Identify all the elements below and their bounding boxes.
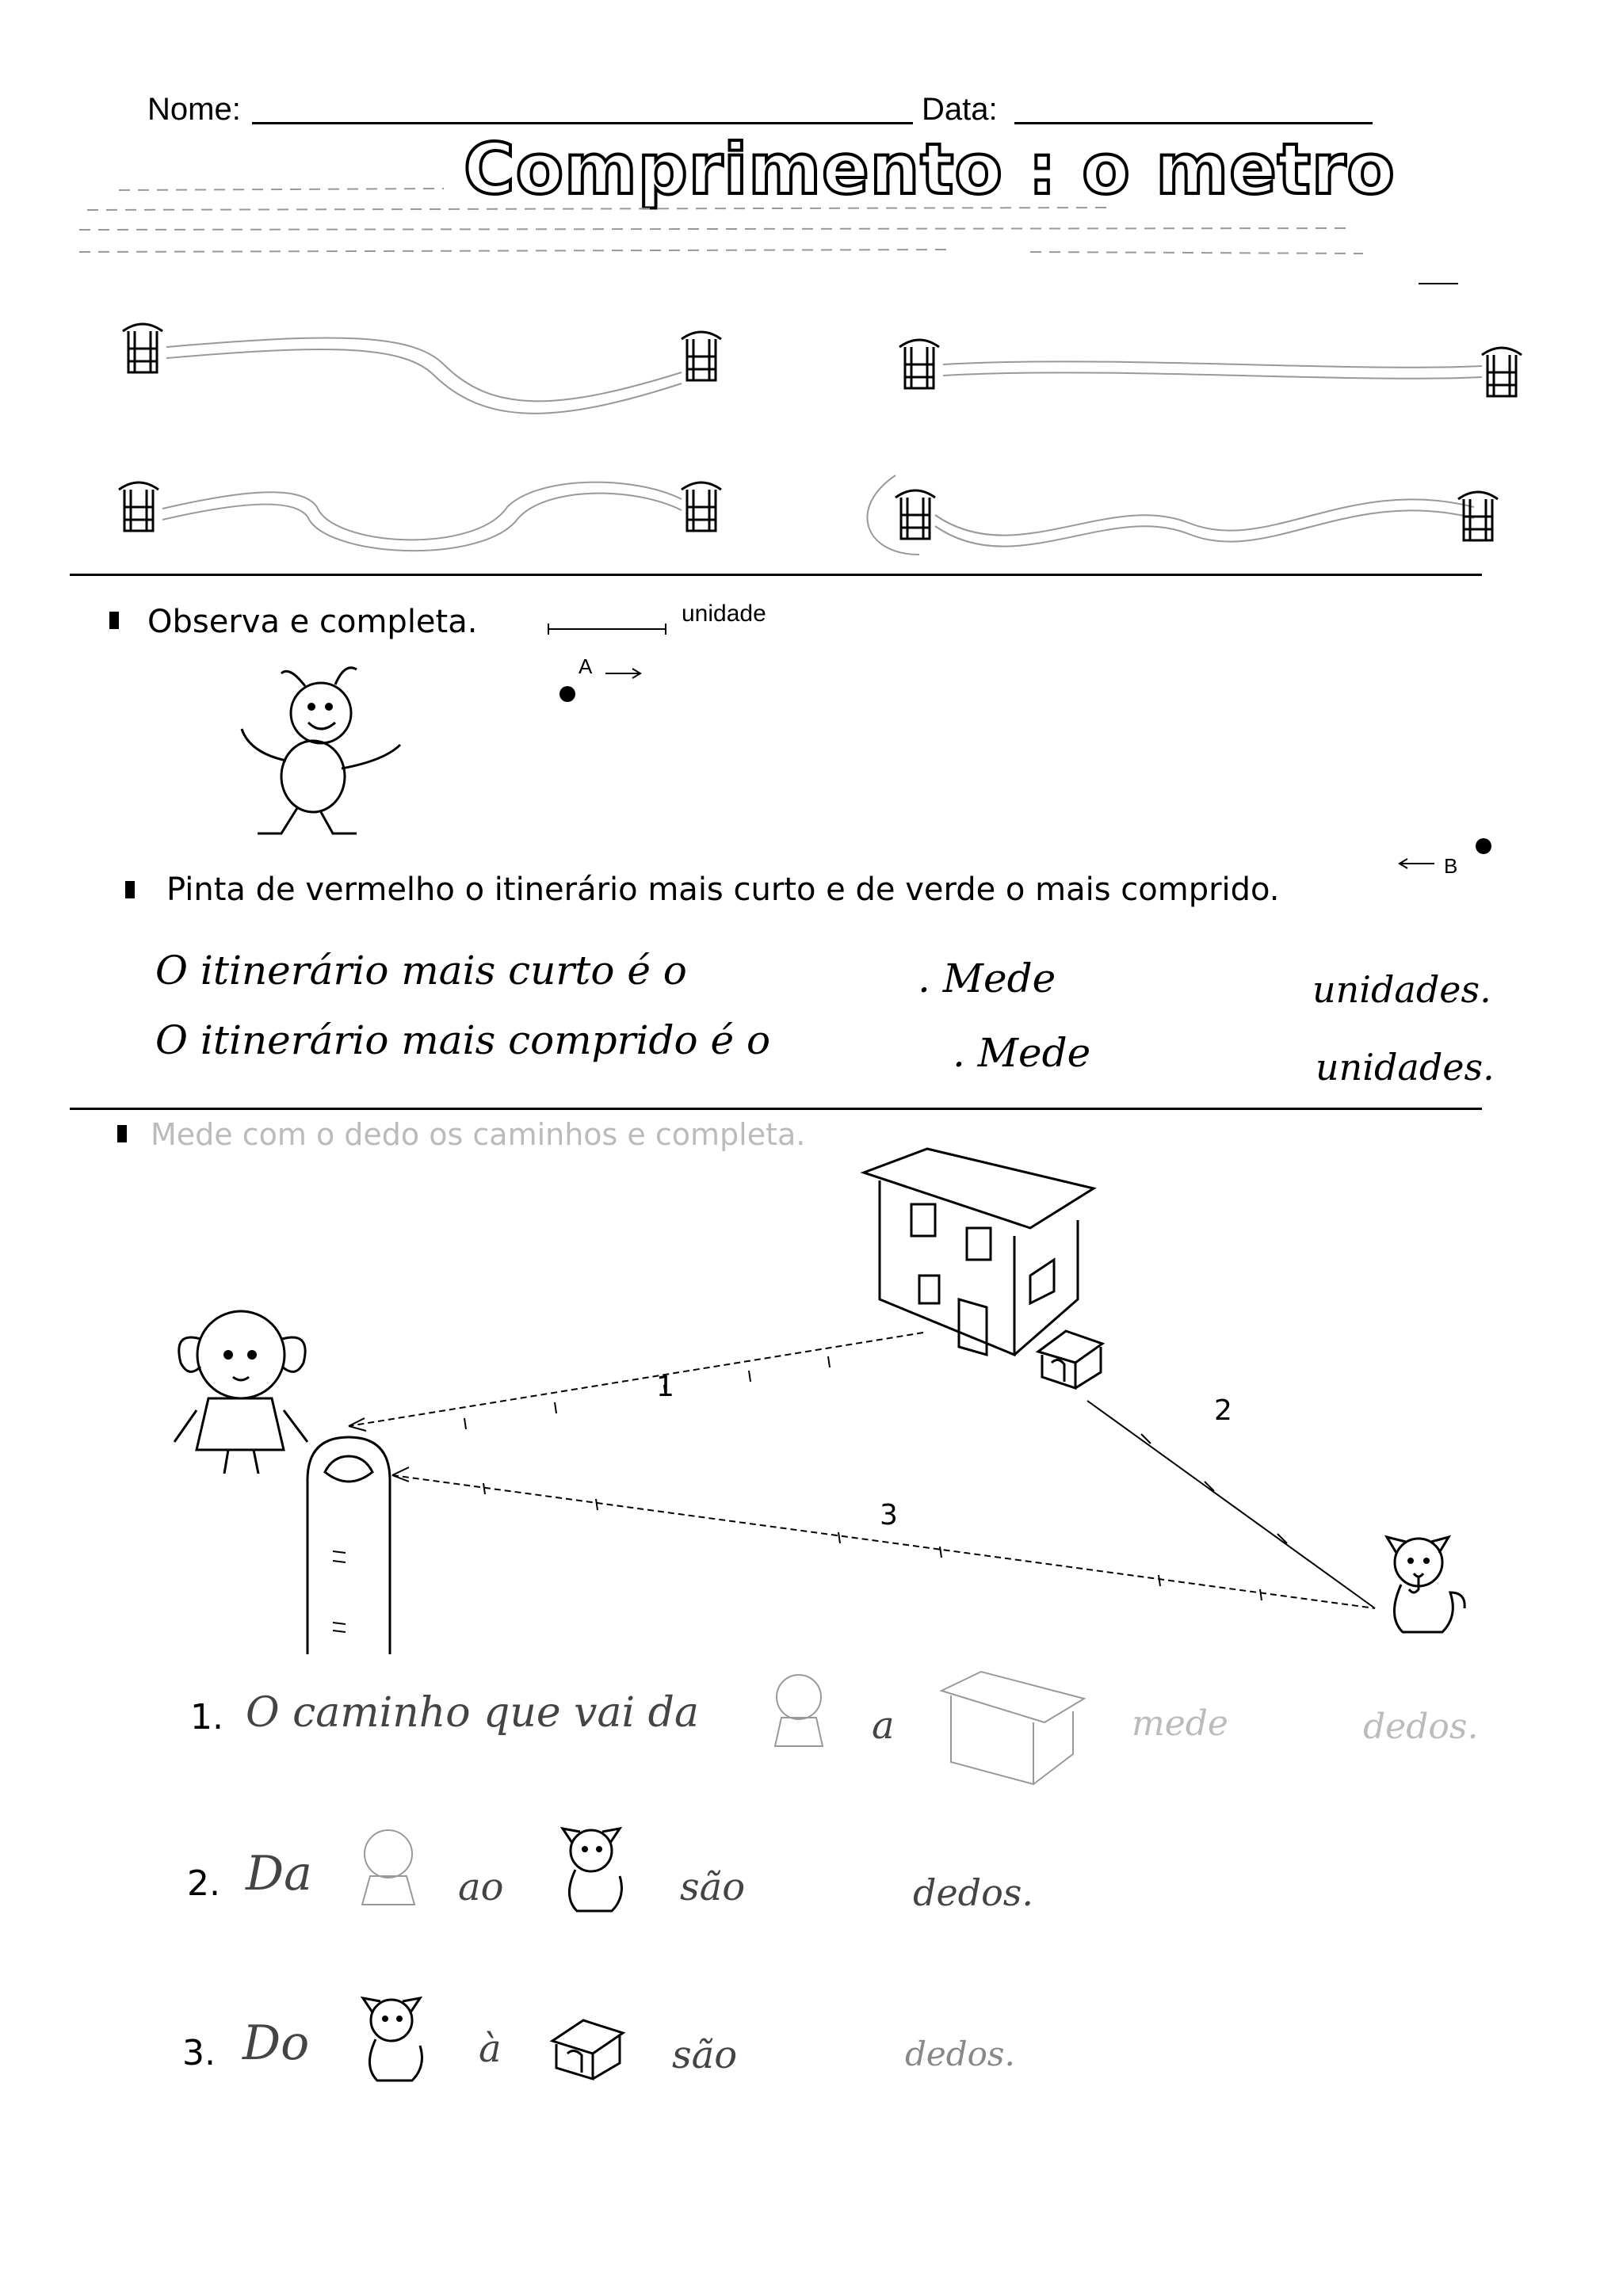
sentence-1-d: dedos. — [1363, 1707, 1479, 1747]
unit-label: unidade — [682, 601, 766, 627]
section2-instruction: Pinta de vermelho o itinerário mais curto e de verde o mais comprido. — [166, 871, 1280, 908]
path-label-2: 2 — [1214, 1394, 1232, 1427]
date-label: Data: — [922, 92, 998, 127]
sentence-2-b: ao — [458, 1865, 504, 1909]
point-a-label: A — [579, 654, 593, 678]
sentence-1-a: O caminho que vai da — [246, 1689, 699, 1737]
line2-suffix: unidades. — [1316, 1046, 1495, 1089]
section1-instruction: Observa e completa. — [147, 604, 478, 640]
point-b-label: B — [1444, 854, 1458, 878]
sentence-3-d: dedos. — [905, 2035, 1015, 2073]
sentence-2-a: Da — [246, 1846, 312, 1901]
sentence-1-num: 1. — [190, 1697, 223, 1737]
path-label-1: 1 — [656, 1371, 674, 1403]
path-label-3: 3 — [880, 1499, 898, 1531]
line2-mid: . Mede — [953, 1030, 1091, 1076]
sentence-3-a: Do — [242, 2016, 310, 2071]
line2-prefix: O itinerário mais comprido é o — [155, 1017, 771, 1063]
sentence-2-c: são — [680, 1865, 746, 1909]
sentence-1-b: a — [872, 1703, 895, 1748]
name-label: Nome: — [147, 92, 241, 127]
line1-prefix: O itinerário mais curto é o — [155, 948, 687, 994]
line1-suffix: unidades. — [1312, 968, 1491, 1011]
sentence-2-num: 2. — [187, 1863, 220, 1904]
page-title: Comprimento : o metro — [464, 128, 1396, 210]
sentence-2-d: dedos. — [913, 1871, 1034, 1914]
sentence-3-c: são — [672, 2033, 738, 2077]
sentence-1-c: mede — [1132, 1703, 1228, 1744]
sentence-3-num: 3. — [182, 2033, 216, 2073]
section3-instruction: Mede com o dedo os caminhos e completa. — [151, 1117, 806, 1152]
line1-mid: . Mede — [918, 955, 1056, 1001]
sentence-3-b: à — [479, 2027, 502, 2071]
